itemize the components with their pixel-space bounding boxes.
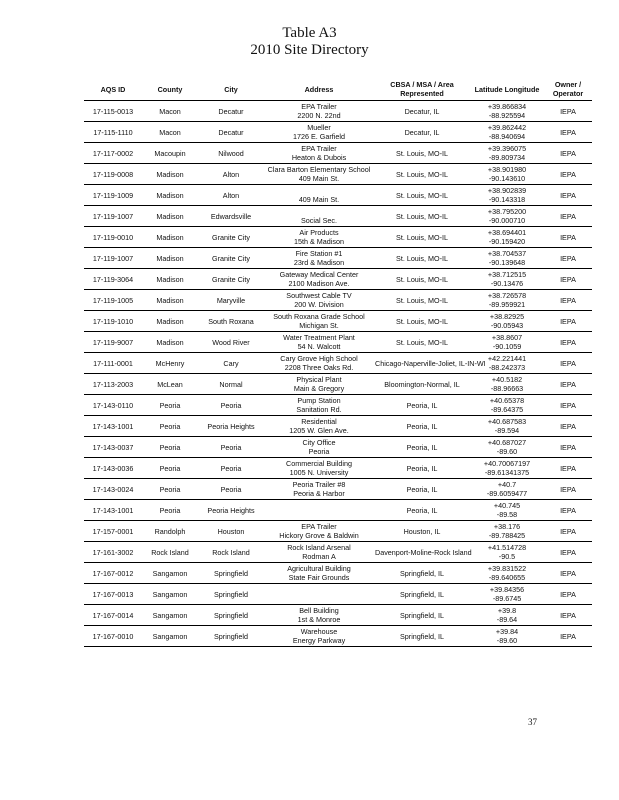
table-cell: Springfield xyxy=(198,605,264,626)
table-cell: IEPA xyxy=(544,122,592,143)
table-cell: IEPA xyxy=(544,542,592,563)
table-cell: Agricultural Building State Fair Grounds xyxy=(264,563,374,584)
table-cell: St. Louis, MO-IL xyxy=(374,332,470,353)
page-number: 37 xyxy=(528,717,537,727)
table-cell: Springfield, IL xyxy=(374,563,470,584)
table-cell: 17-119-1005 xyxy=(84,290,142,311)
table-cell: Peoria Heights xyxy=(198,500,264,521)
table-cell: Peoria, IL xyxy=(374,458,470,479)
table-cell: Madison xyxy=(142,269,198,290)
table-cell: Springfield xyxy=(198,584,264,605)
table-row xyxy=(84,101,592,122)
table-cell: Madison xyxy=(142,290,198,311)
table-cell: Peoria, IL xyxy=(374,437,470,458)
table-cell: Rock Island xyxy=(198,542,264,563)
table-cell: Commercial Building 1005 N. University xyxy=(264,458,374,479)
table-cell: Gateway Medical Center 2100 Madison Ave. xyxy=(264,269,374,290)
table-cell: St. Louis, MO-IL xyxy=(374,248,470,269)
table-cell: Sangamon xyxy=(142,605,198,626)
table-cell: 17-167-0012 xyxy=(84,563,142,584)
table-cell: St. Louis, MO-IL xyxy=(374,290,470,311)
table-cell: 17-143-1001 xyxy=(84,416,142,437)
site-directory-table xyxy=(84,78,592,647)
table-row xyxy=(84,248,592,269)
table-cell: IEPA xyxy=(544,500,592,521)
table-cell: Peoria xyxy=(198,437,264,458)
column-header: CBSA / MSA / Area Represented xyxy=(374,78,470,101)
table-cell: St. Louis, MO-IL xyxy=(374,269,470,290)
table-cell: IEPA xyxy=(544,290,592,311)
table-cell: 17-167-0010 xyxy=(84,626,142,647)
table-cell: +38.694401 -90.159420 xyxy=(470,227,544,248)
table-cell: City Office Peoria xyxy=(264,437,374,458)
table-cell: +39.831522 -89.640655 xyxy=(470,563,544,584)
table-cell: Springfield, IL xyxy=(374,605,470,626)
table-cell: Peoria xyxy=(198,395,264,416)
table-cell: Sangamon xyxy=(142,584,198,605)
table-cell: Macon xyxy=(142,122,198,143)
table-row xyxy=(84,542,592,563)
table-cell: Madison xyxy=(142,185,198,206)
table-cell: 17-113-2003 xyxy=(84,374,142,395)
table-cell: St. Louis, MO-IL xyxy=(374,206,470,227)
table-cell: St. Louis, MO-IL xyxy=(374,311,470,332)
table-cell: Warehouse Energy Parkway xyxy=(264,626,374,647)
table-cell: Peoria xyxy=(142,479,198,500)
column-header: Owner / Operator xyxy=(544,78,592,101)
table-cell: +39.866834 -88.925594 xyxy=(470,101,544,122)
table-cell: Peoria xyxy=(142,437,198,458)
table-cell: EPA Trailer Hickory Grove & Baldwin xyxy=(264,521,374,542)
table-row xyxy=(84,332,592,353)
table-cell: IEPA xyxy=(544,458,592,479)
table-cell: Normal xyxy=(198,374,264,395)
table-row xyxy=(84,353,592,374)
table-cell: 17-119-3064 xyxy=(84,269,142,290)
table-row xyxy=(84,290,592,311)
table-cell: +38.902839 -90.143318 xyxy=(470,185,544,206)
table-row xyxy=(84,500,592,521)
table-cell: Madison xyxy=(142,227,198,248)
table-cell: Cary xyxy=(198,353,264,374)
table-cell: Macon xyxy=(142,101,198,122)
table-cell: IEPA xyxy=(544,416,592,437)
table-cell: IEPA xyxy=(544,374,592,395)
table-cell: Edwardsville xyxy=(198,206,264,227)
table-row xyxy=(84,206,592,227)
table-cell: Springfield xyxy=(198,563,264,584)
column-header: Address xyxy=(264,78,374,101)
table-cell: Granite City xyxy=(198,269,264,290)
table-cell: 17-111-0001 xyxy=(84,353,142,374)
table-cell xyxy=(264,584,374,605)
table-cell: +42.221441 -88.242373 xyxy=(470,353,544,374)
table-cell: +40.687583 -89.594 xyxy=(470,416,544,437)
table-cell: Springfield, IL xyxy=(374,626,470,647)
table-cell: Alton xyxy=(198,164,264,185)
table-cell: Madison xyxy=(142,206,198,227)
table-cell: +40.65378 -89.64375 xyxy=(470,395,544,416)
table-cell: 17-167-0013 xyxy=(84,584,142,605)
table-cell: Clara Barton Elementary School 409 Main St. xyxy=(264,164,374,185)
table-cell: IEPA xyxy=(544,248,592,269)
table-cell: Peoria xyxy=(142,458,198,479)
table-cell: Peoria xyxy=(142,395,198,416)
table-cell: Maryville xyxy=(198,290,264,311)
table-row xyxy=(84,311,592,332)
table-cell: Decatur, IL xyxy=(374,122,470,143)
table-cell: IEPA xyxy=(544,332,592,353)
table-cell: Bloomington-Normal, IL xyxy=(374,374,470,395)
table-cell: 17-143-1001 xyxy=(84,500,142,521)
table-cell: 17-119-0010 xyxy=(84,227,142,248)
table-cell: 17-119-1007 xyxy=(84,248,142,269)
table-row xyxy=(84,563,592,584)
table-cell: Houston, IL xyxy=(374,521,470,542)
table-cell: IEPA xyxy=(544,185,592,206)
table-cell: Granite City xyxy=(198,248,264,269)
table-cell: 17-117-0002 xyxy=(84,143,142,164)
table-cell: Macoupin xyxy=(142,143,198,164)
table-cell: +40.5182 -88.96663 xyxy=(470,374,544,395)
table-cell: Rock Island xyxy=(142,542,198,563)
table-cell: 409 Main St. xyxy=(264,185,374,206)
table-cell: Springfield, IL xyxy=(374,584,470,605)
table-cell: St. Louis, MO-IL xyxy=(374,143,470,164)
table-row xyxy=(84,227,592,248)
table-row xyxy=(84,374,592,395)
table-cell: IEPA xyxy=(544,605,592,626)
table-cell: Mueller 1726 E. Garfield xyxy=(264,122,374,143)
table-row xyxy=(84,521,592,542)
table-cell: +38.8607 -90.1059 xyxy=(470,332,544,353)
table-row xyxy=(84,122,592,143)
table-cell: +38.795200 -90.000710 xyxy=(470,206,544,227)
table-cell: St. Louis, MO-IL xyxy=(374,227,470,248)
table-cell: Peoria xyxy=(198,458,264,479)
table-cell: 17-115-0013 xyxy=(84,101,142,122)
table-cell: 17-119-1010 xyxy=(84,311,142,332)
table-cell: IEPA xyxy=(544,311,592,332)
table-cell: IEPA xyxy=(544,479,592,500)
table-cell: Peoria Heights xyxy=(198,416,264,437)
table-cell: EPA Trailer 2200 N. 22nd xyxy=(264,101,374,122)
table-cell: +40.70067197 -89.61341375 xyxy=(470,458,544,479)
table-cell: IEPA xyxy=(544,164,592,185)
table-cell: +38.726578 -89.959921 xyxy=(470,290,544,311)
table-cell: IEPA xyxy=(544,227,592,248)
table-cell: IEPA xyxy=(544,143,592,164)
table-cell: 17-119-1009 xyxy=(84,185,142,206)
table-cell: South Roxana Grade School Michigan St. xyxy=(264,311,374,332)
header-row xyxy=(84,78,592,101)
table-row xyxy=(84,164,592,185)
column-header: City xyxy=(198,78,264,101)
table-cell: Rock Island Arsenal Rodman A xyxy=(264,542,374,563)
table-row xyxy=(84,605,592,626)
table-cell: Fire Station #1 23rd & Madison xyxy=(264,248,374,269)
column-header: AQS ID xyxy=(84,78,142,101)
table-cell: IEPA xyxy=(544,626,592,647)
table-row xyxy=(84,185,592,206)
table-cell: Sangamon xyxy=(142,563,198,584)
table-row xyxy=(84,395,592,416)
table-cell: IEPA xyxy=(544,206,592,227)
table-cell: IEPA xyxy=(544,269,592,290)
table-cell: Cary Grove High School 2208 Three Oaks Rd. xyxy=(264,353,374,374)
table-cell: +38.82925 -90.05943 xyxy=(470,311,544,332)
table-cell: Nilwood xyxy=(198,143,264,164)
table-cell: Madison xyxy=(142,248,198,269)
table-cell: Decatur, IL xyxy=(374,101,470,122)
column-header: Latitude Longitude xyxy=(470,78,544,101)
table-cell: +39.84356 -89.6745 xyxy=(470,584,544,605)
table-cell: EPA Trailer Heaton & Dubois xyxy=(264,143,374,164)
table-cell: Sangamon xyxy=(142,626,198,647)
table-cell: IEPA xyxy=(544,437,592,458)
table-cell: IEPA xyxy=(544,353,592,374)
table-cell: Madison xyxy=(142,164,198,185)
table-cell: Peoria xyxy=(142,500,198,521)
table-cell: Randolph xyxy=(142,521,198,542)
table-row xyxy=(84,584,592,605)
table-cell: 17-143-0037 xyxy=(84,437,142,458)
table-cell: +39.84 -89.60 xyxy=(470,626,544,647)
table-row xyxy=(84,269,592,290)
table-cell: IEPA xyxy=(544,101,592,122)
table-row xyxy=(84,626,592,647)
table-cell: +38.704537 -90.139648 xyxy=(470,248,544,269)
table-cell: IEPA xyxy=(544,584,592,605)
table-cell: Madison xyxy=(142,332,198,353)
table-cell: Decatur xyxy=(198,101,264,122)
table-cell: St. Louis, MO-IL xyxy=(374,185,470,206)
table-row xyxy=(84,143,592,164)
table-cell: IEPA xyxy=(544,563,592,584)
table-cell: Wood River xyxy=(198,332,264,353)
table-cell: Peoria, IL xyxy=(374,479,470,500)
table-cell: Social Sec. xyxy=(264,206,374,227)
table-cell: Springfield xyxy=(198,626,264,647)
table-cell: Decatur xyxy=(198,122,264,143)
table-cell: 17-167-0014 xyxy=(84,605,142,626)
table-cell: +38.176 -89.788425 xyxy=(470,521,544,542)
table-cell: Chicago-Naperville-Joliet, IL-IN-WI xyxy=(374,353,470,374)
table-cell: McLean xyxy=(142,374,198,395)
table-cell: Pump Station Sanitation Rd. xyxy=(264,395,374,416)
table-cell: +41.514728 -90.5 xyxy=(470,542,544,563)
table-cell: +39.396075 -89.809734 xyxy=(470,143,544,164)
table-cell: +40.687027 -89.60 xyxy=(470,437,544,458)
table-row xyxy=(84,437,592,458)
table-cell: +38.712515 -90.13476 xyxy=(470,269,544,290)
table-cell: Peoria Trailer #8 Peoria & Harbor xyxy=(264,479,374,500)
table-header xyxy=(84,78,592,101)
table-cell: 17-119-0008 xyxy=(84,164,142,185)
table-cell: IEPA xyxy=(544,395,592,416)
table-body xyxy=(84,101,592,647)
table-cell: 17-115-1110 xyxy=(84,122,142,143)
table-cell: Peoria, IL xyxy=(374,395,470,416)
table-cell: 17-119-1007 xyxy=(84,206,142,227)
table-title: Table A3 xyxy=(282,25,337,41)
table-cell: Residential 1205 W. Glen Ave. xyxy=(264,416,374,437)
table-cell: Air Products 15th & Madison xyxy=(264,227,374,248)
table-cell: Physical Plant Main & Gregory xyxy=(264,374,374,395)
table-cell: Houston xyxy=(198,521,264,542)
table-cell: South Roxana xyxy=(198,311,264,332)
table-cell: 17-143-0024 xyxy=(84,479,142,500)
table-cell: Granite City xyxy=(198,227,264,248)
table-cell: Peoria xyxy=(142,416,198,437)
table-cell: Peoria xyxy=(198,479,264,500)
table-cell: +39.8 -89.64 xyxy=(470,605,544,626)
table-cell: Peoria, IL xyxy=(374,416,470,437)
table-subtitle: 2010 Site Directory xyxy=(250,42,369,58)
table-cell: Water Treatment Plant 54 N. Walcott xyxy=(264,332,374,353)
table-row xyxy=(84,479,592,500)
table-cell: 17-161-3002 xyxy=(84,542,142,563)
table-cell: McHenry xyxy=(142,353,198,374)
table-cell: Southwest Cable TV 200 W. Division xyxy=(264,290,374,311)
table-cell: +40.745 -89.58 xyxy=(470,500,544,521)
table-row xyxy=(84,416,592,437)
table-row xyxy=(84,458,592,479)
table-cell: 17-119-9007 xyxy=(84,332,142,353)
table-cell: 17-143-0036 xyxy=(84,458,142,479)
table-cell: 17-143-0110 xyxy=(84,395,142,416)
table-cell: Madison xyxy=(142,311,198,332)
table-cell: IEPA xyxy=(544,521,592,542)
column-header: County xyxy=(142,78,198,101)
table-cell: +38.901980 -90.143610 xyxy=(470,164,544,185)
table-cell: +40.7 -89.6059477 xyxy=(470,479,544,500)
table-cell: Peoria, IL xyxy=(374,500,470,521)
table-cell: 17-157-0001 xyxy=(84,521,142,542)
table-cell: +39.862442 -88.940694 xyxy=(470,122,544,143)
table-cell: Bell Building 1st & Monroe xyxy=(264,605,374,626)
table-cell xyxy=(264,500,374,521)
table-cell: St. Louis, MO-IL xyxy=(374,164,470,185)
table-cell: Davenport-Moline-Rock Island xyxy=(374,542,470,563)
table-cell: Alton xyxy=(198,185,264,206)
